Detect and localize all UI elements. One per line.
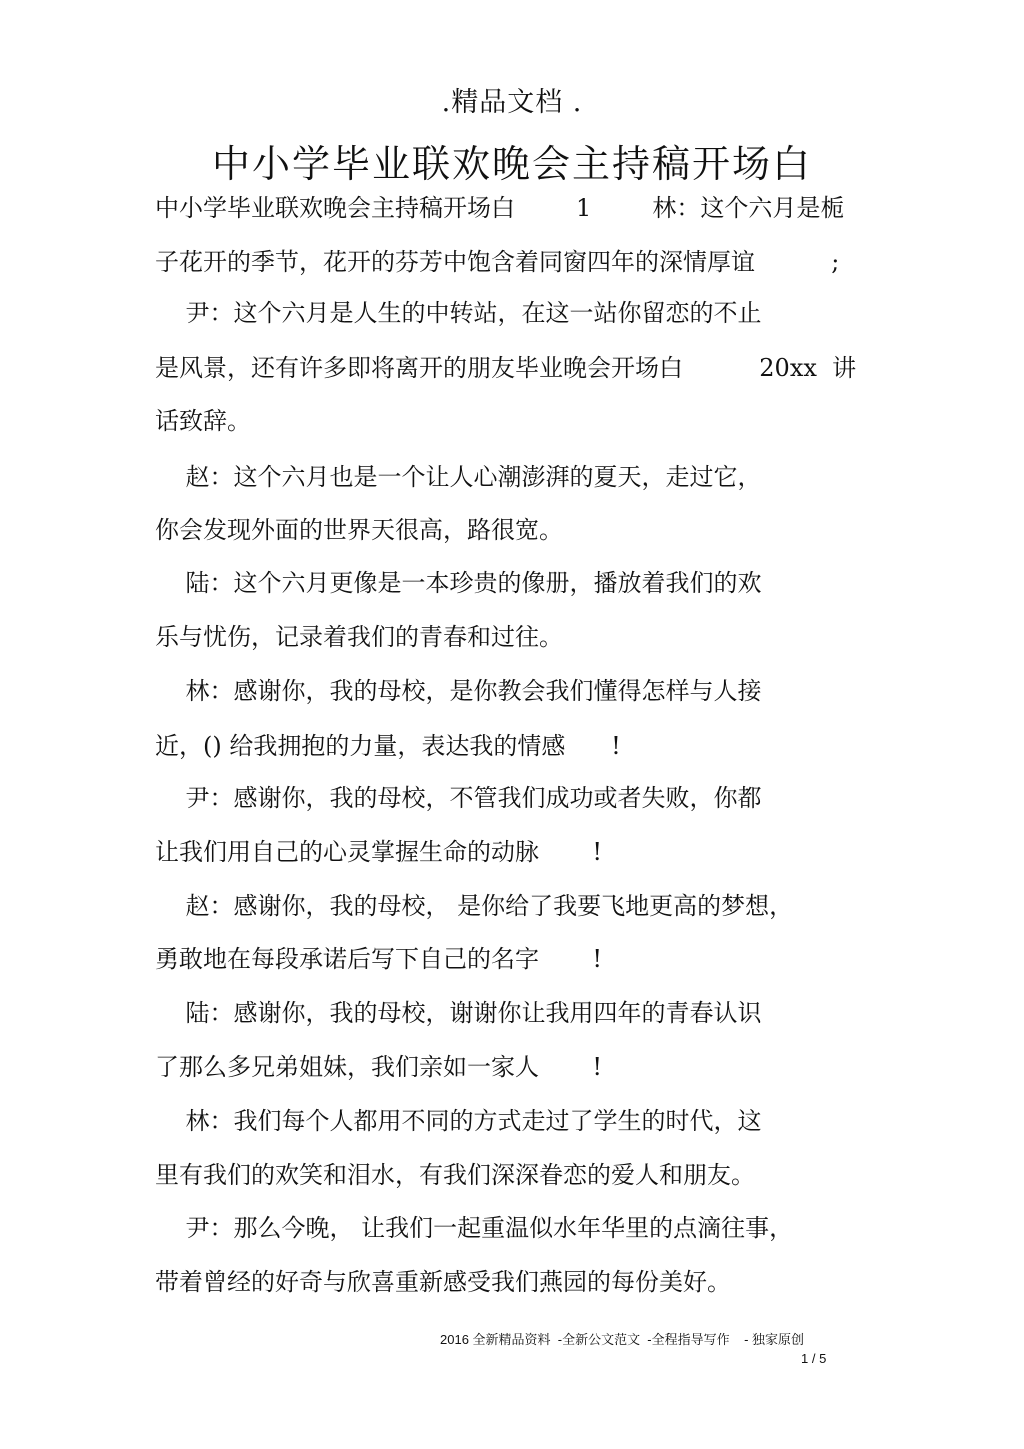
- body-line: 尹：这个六月是人生的中转站，在这一站你留恋的不止: [155, 299, 762, 327]
- body-line: 赵：这个六月也是一个让人心潮澎湃的夏天，走过它，: [155, 463, 762, 491]
- body-line: 子花开的季节，花开的芬芳中饱含着同窗四年的深情厚谊 ;: [155, 248, 840, 276]
- body-line: 林：我们每个人都用不同的方式走过了学生的时代，这: [155, 1107, 762, 1135]
- body-line: 了那么多兄弟姐妹，我们亲如一家人 !: [155, 1053, 603, 1081]
- page-number: 1 / 5: [801, 1351, 827, 1366]
- body-line: 勇敢地在每段承诺后写下自己的名字 !: [155, 945, 603, 973]
- body-line: 话致辞。: [155, 407, 251, 435]
- body-line: 尹：那么今晚， 让我们一起重温似水年华里的点滴往事，: [155, 1214, 794, 1242]
- document-footer: 2016 全新精品资料 -全新公文范文 -全程指导写作 - 独家原创: [440, 1332, 805, 1347]
- document-header: .精品文档 .: [441, 87, 583, 118]
- body-line: 陆：这个六月更像是一本珍贵的像册，播放着我们的欢: [155, 569, 762, 597]
- body-line: 尹：感谢你，我的母校，不管我们成功或者失败，你都: [155, 784, 762, 812]
- body-line: 带着曾经的好奇与欣喜重新感受我们燕园的每份美好。: [155, 1268, 731, 1296]
- body-line: 乐与忧伤，记录着我们的青春和过往。: [155, 623, 563, 651]
- body-line: 陆：感谢你，我的母校，谢谢你让我用四年的青春认识: [155, 999, 762, 1027]
- body-line: 林：感谢你，我的母校，是你教会我们懂得怎样与人接: [155, 677, 762, 705]
- body-line: 让我们用自己的心灵掌握生命的动脉 !: [155, 838, 603, 866]
- body-line: 近，() 给我拥抱的力量，表达我的情感 !: [155, 732, 621, 760]
- body-line: 中小学毕业联欢晚会主持稿开场白 1 林：这个六月是栀: [155, 194, 845, 222]
- body-line: 赵：感谢你，我的母校， 是你给了我要飞地更高的梦想，: [155, 892, 794, 920]
- document-title: 中小学毕业联欢晚会主持稿开场白: [211, 142, 812, 186]
- body-line: 里有我们的欢笑和泪水，有我们深深眷恋的爱人和朋友。: [155, 1161, 755, 1189]
- body-line: 你会发现外面的世界天很高，路很宽。: [155, 516, 563, 544]
- body-line: 是风景，还有许多即将离开的朋友毕业晚会开场白 20xx 讲: [155, 354, 857, 382]
